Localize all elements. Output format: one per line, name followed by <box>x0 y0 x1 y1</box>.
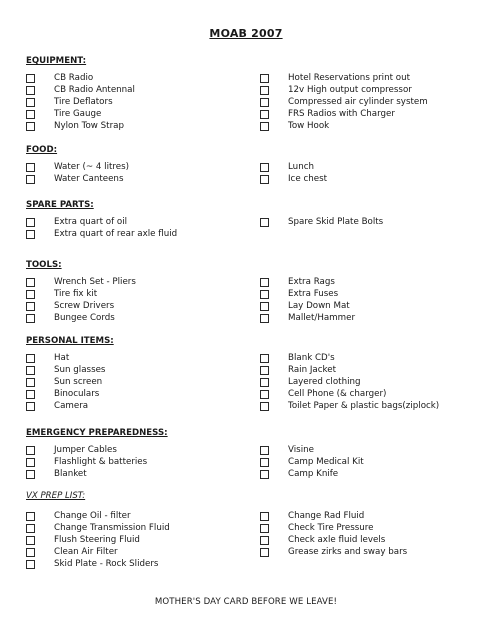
checkbox[interactable] <box>260 175 269 184</box>
checklist-item[interactable] <box>260 161 314 173</box>
checklist-item-label: Cell Phone (& charger) <box>288 389 387 399</box>
checklist-item[interactable] <box>26 510 131 522</box>
checklist-item[interactable] <box>260 534 385 546</box>
checkbox[interactable] <box>26 163 35 172</box>
checkbox[interactable] <box>260 366 269 375</box>
checklist-item[interactable] <box>26 72 93 84</box>
checkbox[interactable] <box>26 446 35 455</box>
checklist-item[interactable] <box>260 444 314 456</box>
checklist-item[interactable] <box>26 364 105 376</box>
checklist-item-label: Tire Deflators <box>54 97 113 107</box>
checkbox[interactable] <box>26 314 35 323</box>
checklist-item-label: Binoculars <box>54 389 100 399</box>
checklist-item[interactable] <box>26 388 99 400</box>
checkbox[interactable] <box>26 512 35 521</box>
checklist-item[interactable] <box>260 108 395 120</box>
checklist-item-label: Extra quart of rear axle fluid <box>54 229 178 239</box>
checkbox[interactable] <box>260 290 269 299</box>
checklist-item-label: Hotel Reservations print out <box>288 73 411 83</box>
checkbox[interactable] <box>26 74 35 83</box>
checkbox[interactable] <box>26 86 35 95</box>
checklist-item-label: Screw Drivers <box>54 301 115 311</box>
checklist-item-label: Tire Gauge <box>54 109 102 119</box>
checklist-item[interactable] <box>26 352 69 364</box>
checklist-item-label: Water (~ 4 litres) <box>54 162 130 172</box>
checkbox[interactable] <box>26 548 35 557</box>
section-heading-tools: TOOLS: <box>26 260 62 270</box>
checklist-item-label: Hat <box>54 353 70 363</box>
checklist-item-label: CB Radio <box>54 73 94 83</box>
checklist-item[interactable] <box>26 228 177 240</box>
checklist-item-label: FRS Radios with Charger <box>288 109 395 119</box>
checklist-item[interactable] <box>26 84 135 96</box>
checklist-item-label: Bungee Cords <box>54 313 115 323</box>
checkbox[interactable] <box>260 536 269 545</box>
checklist-item-label: Extra Fuses <box>288 289 339 299</box>
checklist-item[interactable] <box>26 120 124 132</box>
checkbox[interactable] <box>26 278 35 287</box>
checklist-item[interactable] <box>260 173 327 185</box>
checklist-item-label: Blank CD's <box>288 353 335 363</box>
checklist-item-label: Sun glasses <box>54 365 106 375</box>
checklist-item[interactable] <box>260 510 364 522</box>
checkbox[interactable] <box>260 74 269 83</box>
checklist-item[interactable] <box>26 300 114 312</box>
checkbox[interactable] <box>26 524 35 533</box>
checklist-item[interactable] <box>260 546 407 558</box>
checkbox[interactable] <box>26 218 35 227</box>
checklist-item-label: Tow Hook <box>288 121 330 131</box>
checkbox[interactable] <box>260 163 269 172</box>
footer-note: MOTHER'S DAY CARD BEFORE WE LEAVE! <box>154 597 338 607</box>
checklist-item[interactable] <box>260 72 410 84</box>
checkbox[interactable] <box>26 402 35 411</box>
checkbox[interactable] <box>26 470 35 479</box>
checklist-item-label: Visine <box>288 445 314 455</box>
checklist-item[interactable] <box>260 216 383 228</box>
checkbox[interactable] <box>260 314 269 323</box>
checkbox[interactable] <box>26 290 35 299</box>
checklist-item[interactable] <box>26 216 127 228</box>
section-heading-food: FOOD: <box>26 145 58 155</box>
checklist-item-label: Camp Knife <box>288 469 339 479</box>
checklist-item[interactable] <box>26 444 117 456</box>
checklist-item[interactable] <box>260 456 364 468</box>
checklist-item-label: Nylon Tow Strap <box>54 121 124 131</box>
checklist-item-label: Toilet Paper & plastic bags(ziplock) <box>288 401 440 411</box>
checklist-item-label: Water Canteens <box>54 174 124 184</box>
checklist-item[interactable] <box>26 376 102 388</box>
checklist-item[interactable] <box>260 352 335 364</box>
checklist-item-label: Flashlight & batteries <box>54 457 148 467</box>
checklist-item-label: Lay Down Mat <box>288 301 350 311</box>
checkbox[interactable] <box>26 122 35 131</box>
checkbox[interactable] <box>260 548 269 557</box>
checkbox[interactable] <box>260 218 269 227</box>
checklist-item[interactable] <box>260 288 338 300</box>
checklist-item-label: Compressed air cylinder system <box>288 97 428 107</box>
checklist-item[interactable] <box>26 534 140 546</box>
checklist-item[interactable] <box>26 276 136 288</box>
checkbox[interactable] <box>260 470 269 479</box>
checklist-item-label: Change Rad Fluid <box>288 511 365 521</box>
section-heading-personal-items: PERSONAL ITEMS: <box>26 336 114 346</box>
checkbox[interactable] <box>260 302 269 311</box>
checkbox[interactable] <box>260 458 269 467</box>
checklist-item[interactable] <box>260 96 428 108</box>
checkbox[interactable] <box>260 122 269 131</box>
checkbox[interactable] <box>26 354 35 363</box>
checklist-item-label: Sun screen <box>54 377 103 387</box>
checklist-item[interactable] <box>26 468 87 480</box>
checklist-item[interactable] <box>260 276 335 288</box>
checklist-item-label: Flush Steering Fluid <box>54 535 140 545</box>
checklist-item[interactable] <box>26 173 123 185</box>
checklist-item[interactable] <box>260 312 355 324</box>
checklist-item[interactable] <box>26 546 118 558</box>
checklist-item-label: Spare Skid Plate Bolts <box>288 217 384 227</box>
checklist-item-label: CB Radio Antennal <box>54 85 135 95</box>
checklist-item-label: Lunch <box>288 162 314 172</box>
checkbox[interactable] <box>26 378 35 387</box>
section-heading-equipment: EQUIPMENT: <box>26 56 87 66</box>
checklist-item-label: Blanket <box>54 469 87 479</box>
checkbox[interactable] <box>260 402 269 411</box>
checklist-item-label: Jumper Cables <box>54 445 117 455</box>
checkbox[interactable] <box>26 175 35 184</box>
checklist-item-label: Check Tire Pressure <box>288 523 374 533</box>
checklist-item[interactable] <box>26 161 129 173</box>
section-heading-spare-parts: SPARE PARTS: <box>26 200 94 210</box>
checklist-item[interactable] <box>260 84 412 96</box>
checklist-item-label: Mallet/Hammer <box>288 313 356 323</box>
checklist-item[interactable] <box>26 288 97 300</box>
checklist-item[interactable] <box>260 120 329 132</box>
checklist-item-label: Wrench Set - Pliers <box>54 277 136 287</box>
checklist-item-label: Camera <box>54 401 89 411</box>
checkbox[interactable] <box>260 86 269 95</box>
checkbox[interactable] <box>260 512 269 521</box>
checklist-item[interactable] <box>260 388 386 400</box>
checklist-item-label: Check axle fluid levels <box>288 535 386 545</box>
checklist-item[interactable] <box>260 468 338 480</box>
checklist-item-label: Rain Jacket <box>288 365 336 375</box>
checkbox[interactable] <box>260 378 269 387</box>
checkbox[interactable] <box>260 524 269 533</box>
checklist-item[interactable] <box>260 522 374 534</box>
checklist-item-label: Change Transmission Fluid <box>54 523 170 533</box>
checkbox[interactable] <box>26 230 35 239</box>
checklist-item-label: Change Oil - filter <box>54 511 131 521</box>
checkbox[interactable] <box>260 390 269 399</box>
checklist-item[interactable] <box>26 108 101 120</box>
checklist-item-label: Extra quart of oil <box>54 217 128 227</box>
checklist-item[interactable] <box>26 456 147 468</box>
checklist-item[interactable] <box>260 400 439 412</box>
checklist-item[interactable] <box>260 364 336 376</box>
checkbox[interactable] <box>26 302 35 311</box>
checkbox[interactable] <box>260 354 269 363</box>
checkbox[interactable] <box>26 560 35 569</box>
checkbox[interactable] <box>260 98 269 107</box>
section-heading-vx-prep-list: VX PREP LIST: <box>26 491 86 501</box>
checkbox[interactable] <box>26 110 35 119</box>
checklist-item[interactable] <box>26 312 115 324</box>
checkbox[interactable] <box>26 458 35 467</box>
checkbox[interactable] <box>26 536 35 545</box>
checkbox[interactable] <box>260 110 269 119</box>
checklist-item-label: Layered clothing <box>288 377 361 387</box>
checklist-item[interactable] <box>260 300 350 312</box>
checklist-item-label: Clean Air Filter <box>54 547 118 557</box>
section-heading-emergency-preparedness: EMERGENCY PREPAREDNESS: <box>26 428 168 438</box>
checklist-item[interactable] <box>26 400 88 412</box>
checklist-item-label: Camp Medical Kit <box>288 457 364 467</box>
checklist-item-label: Extra Rags <box>288 277 335 287</box>
checklist-item-label: Tire fix kit <box>54 289 98 299</box>
checkbox[interactable] <box>26 98 35 107</box>
checklist-item-label: Grease zirks and sway bars <box>288 547 408 557</box>
checkbox[interactable] <box>26 366 35 375</box>
checkbox[interactable] <box>260 278 269 287</box>
checklist-item[interactable] <box>26 558 158 570</box>
page-title: MOAB 2007 <box>209 27 283 40</box>
checklist-item[interactable] <box>26 522 170 534</box>
checklist-item-label: Skid Plate - Rock Sliders <box>54 559 159 569</box>
checklist-item-label: 12v High output compressor <box>288 85 412 95</box>
checklist-item[interactable] <box>26 96 113 108</box>
checklist-item-label: Ice chest <box>288 174 328 184</box>
checklist-item[interactable] <box>260 376 361 388</box>
checkbox[interactable] <box>26 390 35 399</box>
checkbox[interactable] <box>260 446 269 455</box>
